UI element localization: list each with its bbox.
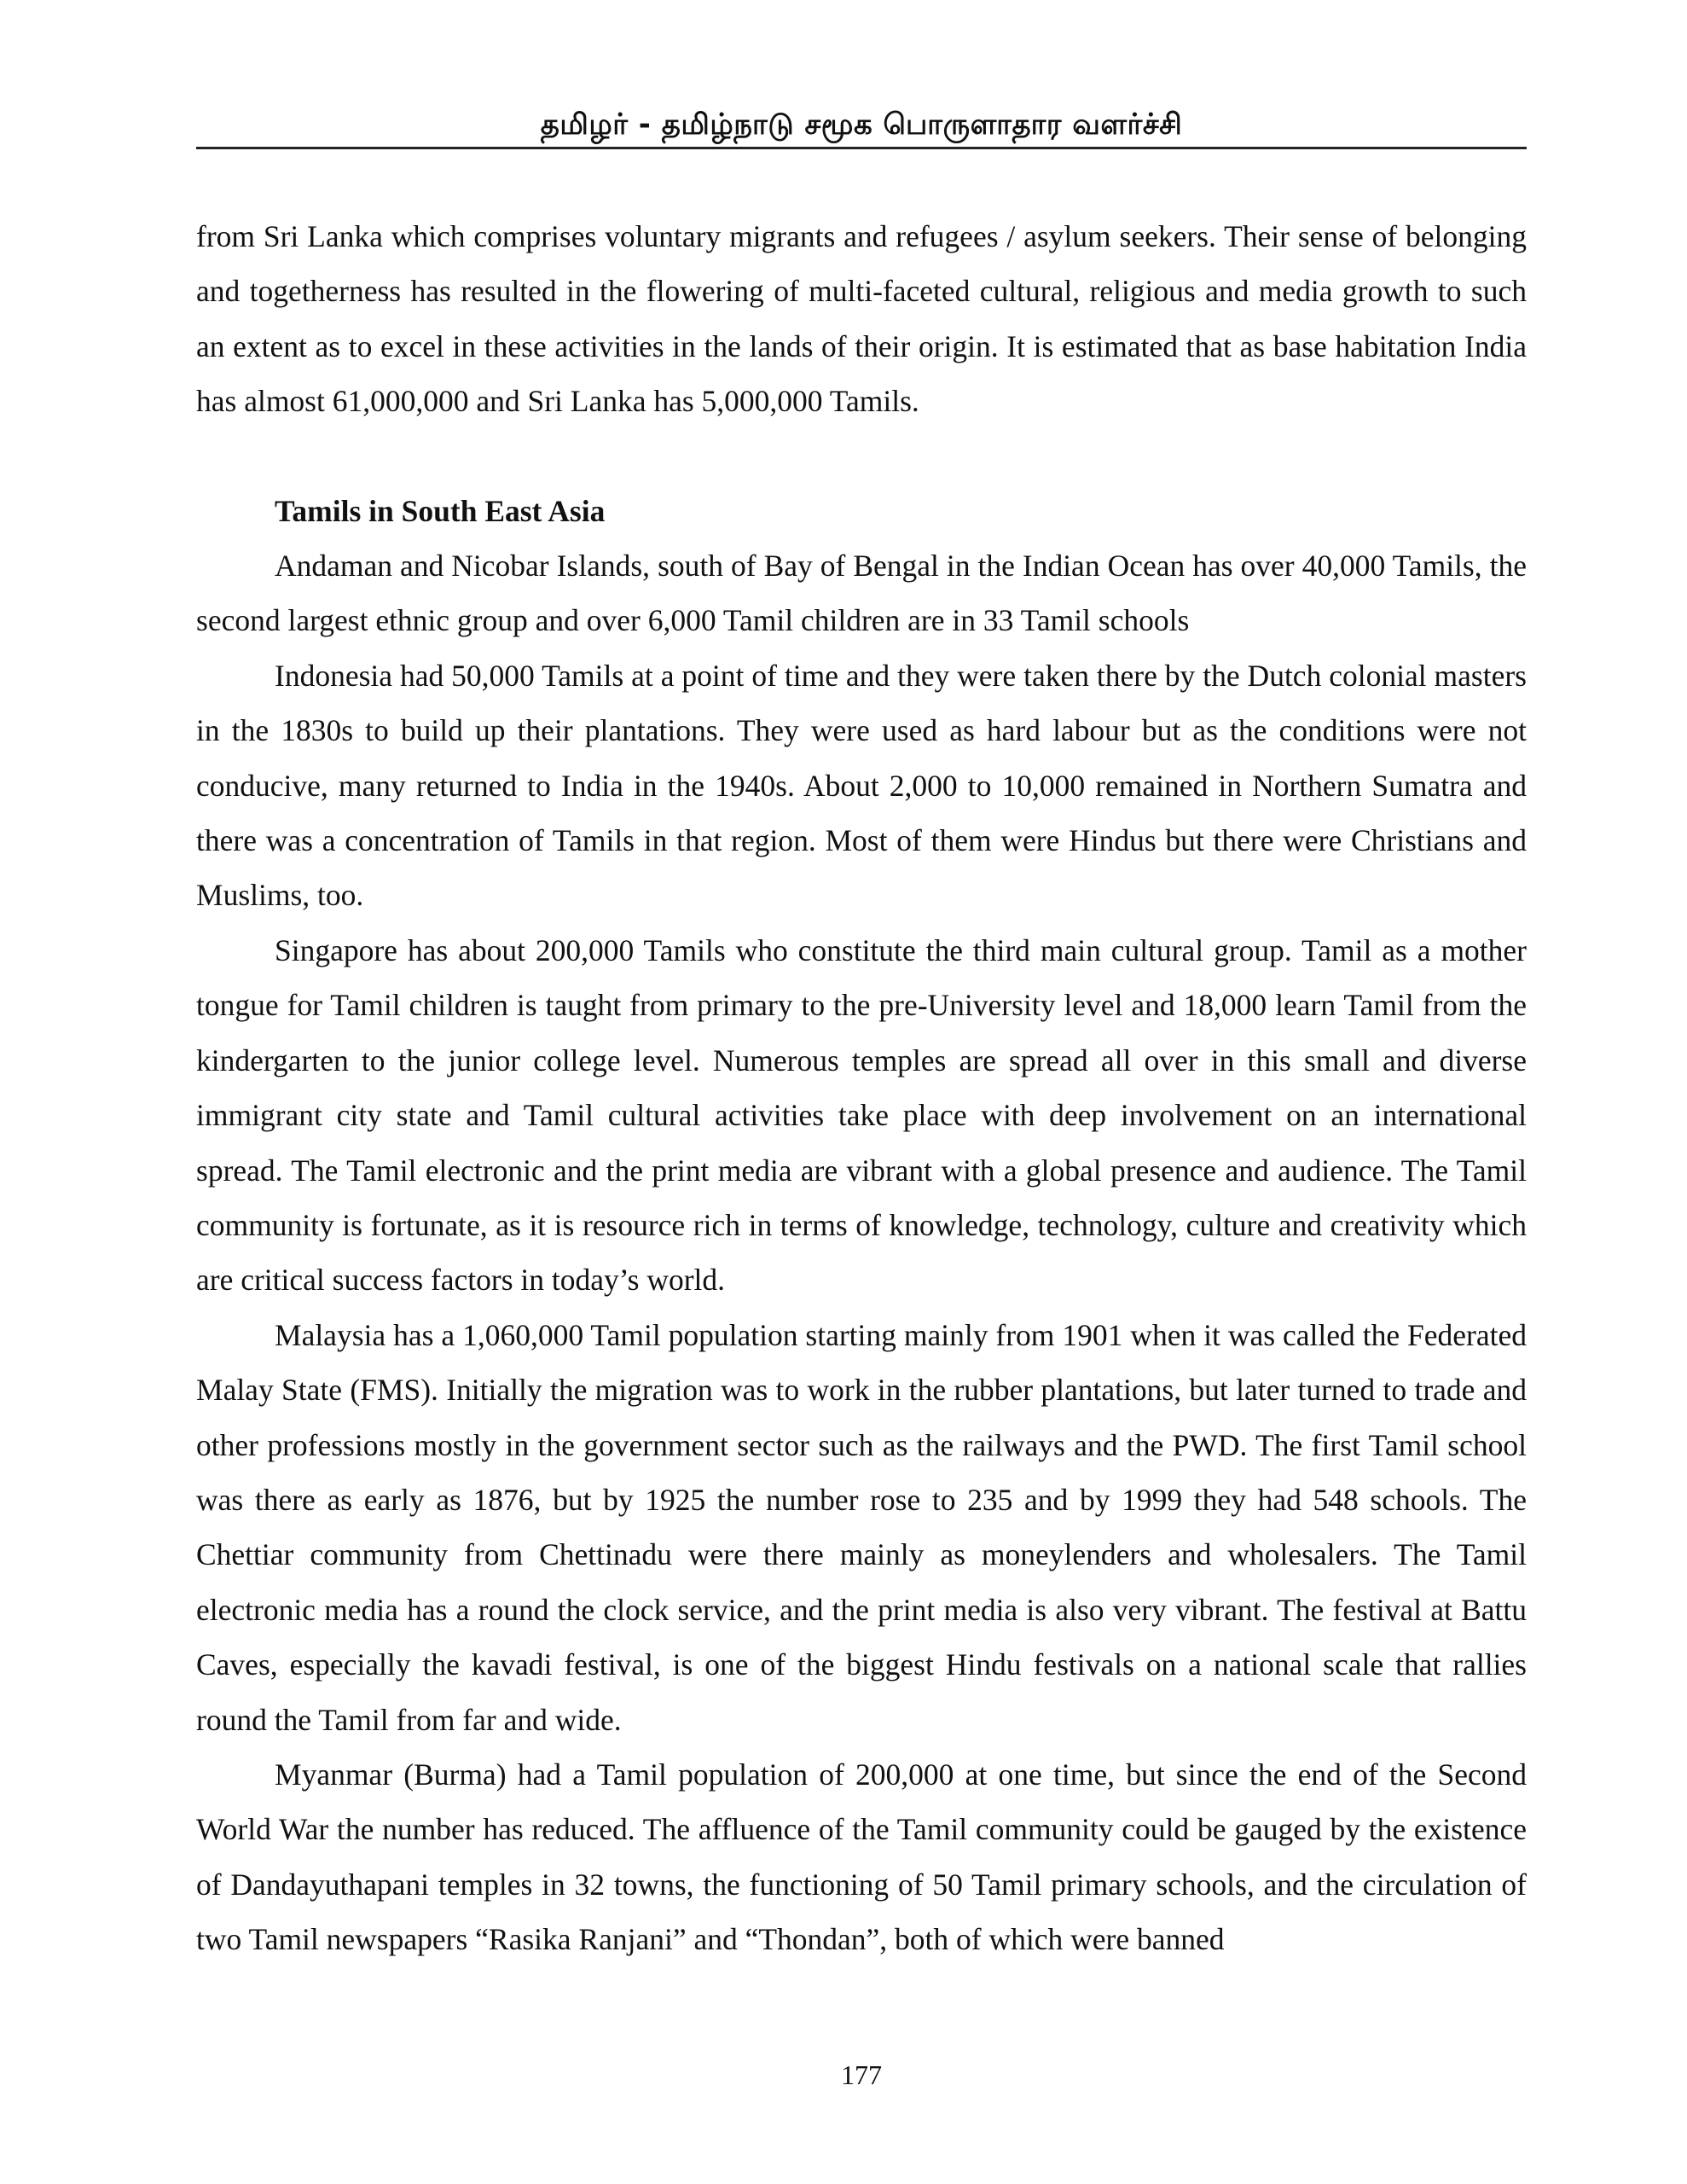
- paragraph-myanmar: Myanmar (Burma) had a Tamil population of 200,000 at one time, but since the end of the Second World War the number has reduced. The affluence of the Tamil community could be gauged by the existence of Dandayuthapani temples in 32 towns, the functioning of 50 Tamil primary schools, and the circulation of two Tamil newspapers “Rasika Ranjani” and “Thondan”, both of which were banned: [196, 1757, 1527, 1957]
- paragraph-malaysia: Malaysia has a 1,060,000 Tamil population starting mainly from 1901 when it was called the Federated Malay State (FMS). Initially the migration was to work in the rubber plantations, but later turned to trade and other professions mostly in the government sector such as the railways and the PWD. The first Tamil school was there as early as 1876, but by 1925 the number rose to 235 and by 1999 they had 548 schools. The Chettiar community from Chettinadu were there mainly as moneylenders and wholesalers. The Tamil electronic media has a round the clock service, and the print media is also very vibrant. The festival at Battu Caves, especially the kavadi festival, is one of the biggest Hindu festivals on a national scale that rallies round the Tamil from far and wide.: [196, 1317, 1527, 1737]
- paragraph-andaman: Andaman and Nicobar Islands, south of Bay of Bengal in the Indian Ocean has over 40,000 Tamils, the second largest ethnic group and over 6,000 Tamil children are in 33 Tamil schools: [196, 549, 1527, 638]
- paragraph-indonesia: Indonesia had 50,000 Tamils at a point of time and they were taken there by the Dutch colonial masters in the 1830s to build up their plantations. They were used as hard labour but as the conditions were not conducive, many returned to India in the 1940s. About 2,000 to 10,000 remained in Northern Sumatra and there was a concentration of Tamils in that region. Most of them were Hindus but there were Christians and Muslims, too.: [196, 658, 1527, 913]
- page-number: 177: [841, 2059, 882, 2090]
- paragraph-singapore: Singapore has about 200,000 Tamils who constitute the third main cultural group. Tamil as a mother tongue for Tamil children is taught from primary to the pre-University level and 18,000 learn Tamil from the kindergarten to the junior college level. Numerous temples are spread all over in this small and diverse immigrant city state and Tamil cultural activities take place with deep involvement on an international spread. The Tamil electronic and the print media are vibrant with a global presence and audience. The Tamil community is fortunate, as it is resource rich in terms of knowledge, technology, culture and creativity which are critical success factors in today’s world.: [196, 932, 1527, 1298]
- header-divider: [196, 147, 1527, 149]
- intro-paragraph: from Sri Lanka which comprises voluntary migrants and refugees / asylum seekers. Their sense of belonging and togetherness has resulted in the flowering of multi-faceted cultural, religious and media growth to such an extent as to excel in these activities in the lands of their origin. It is estimated that as base habitation India has almost 61,000,000 and Sri Lanka has 5,000,000 Tamils.: [196, 219, 1527, 419]
- section-heading: Tamils in South East Asia: [275, 493, 606, 528]
- page-body: [196, 209, 1527, 1967]
- running-header: தமிழர் - தமிழ்நாடு சமூக பொருளாதார வளர்ச்சி: [540, 107, 1183, 142]
